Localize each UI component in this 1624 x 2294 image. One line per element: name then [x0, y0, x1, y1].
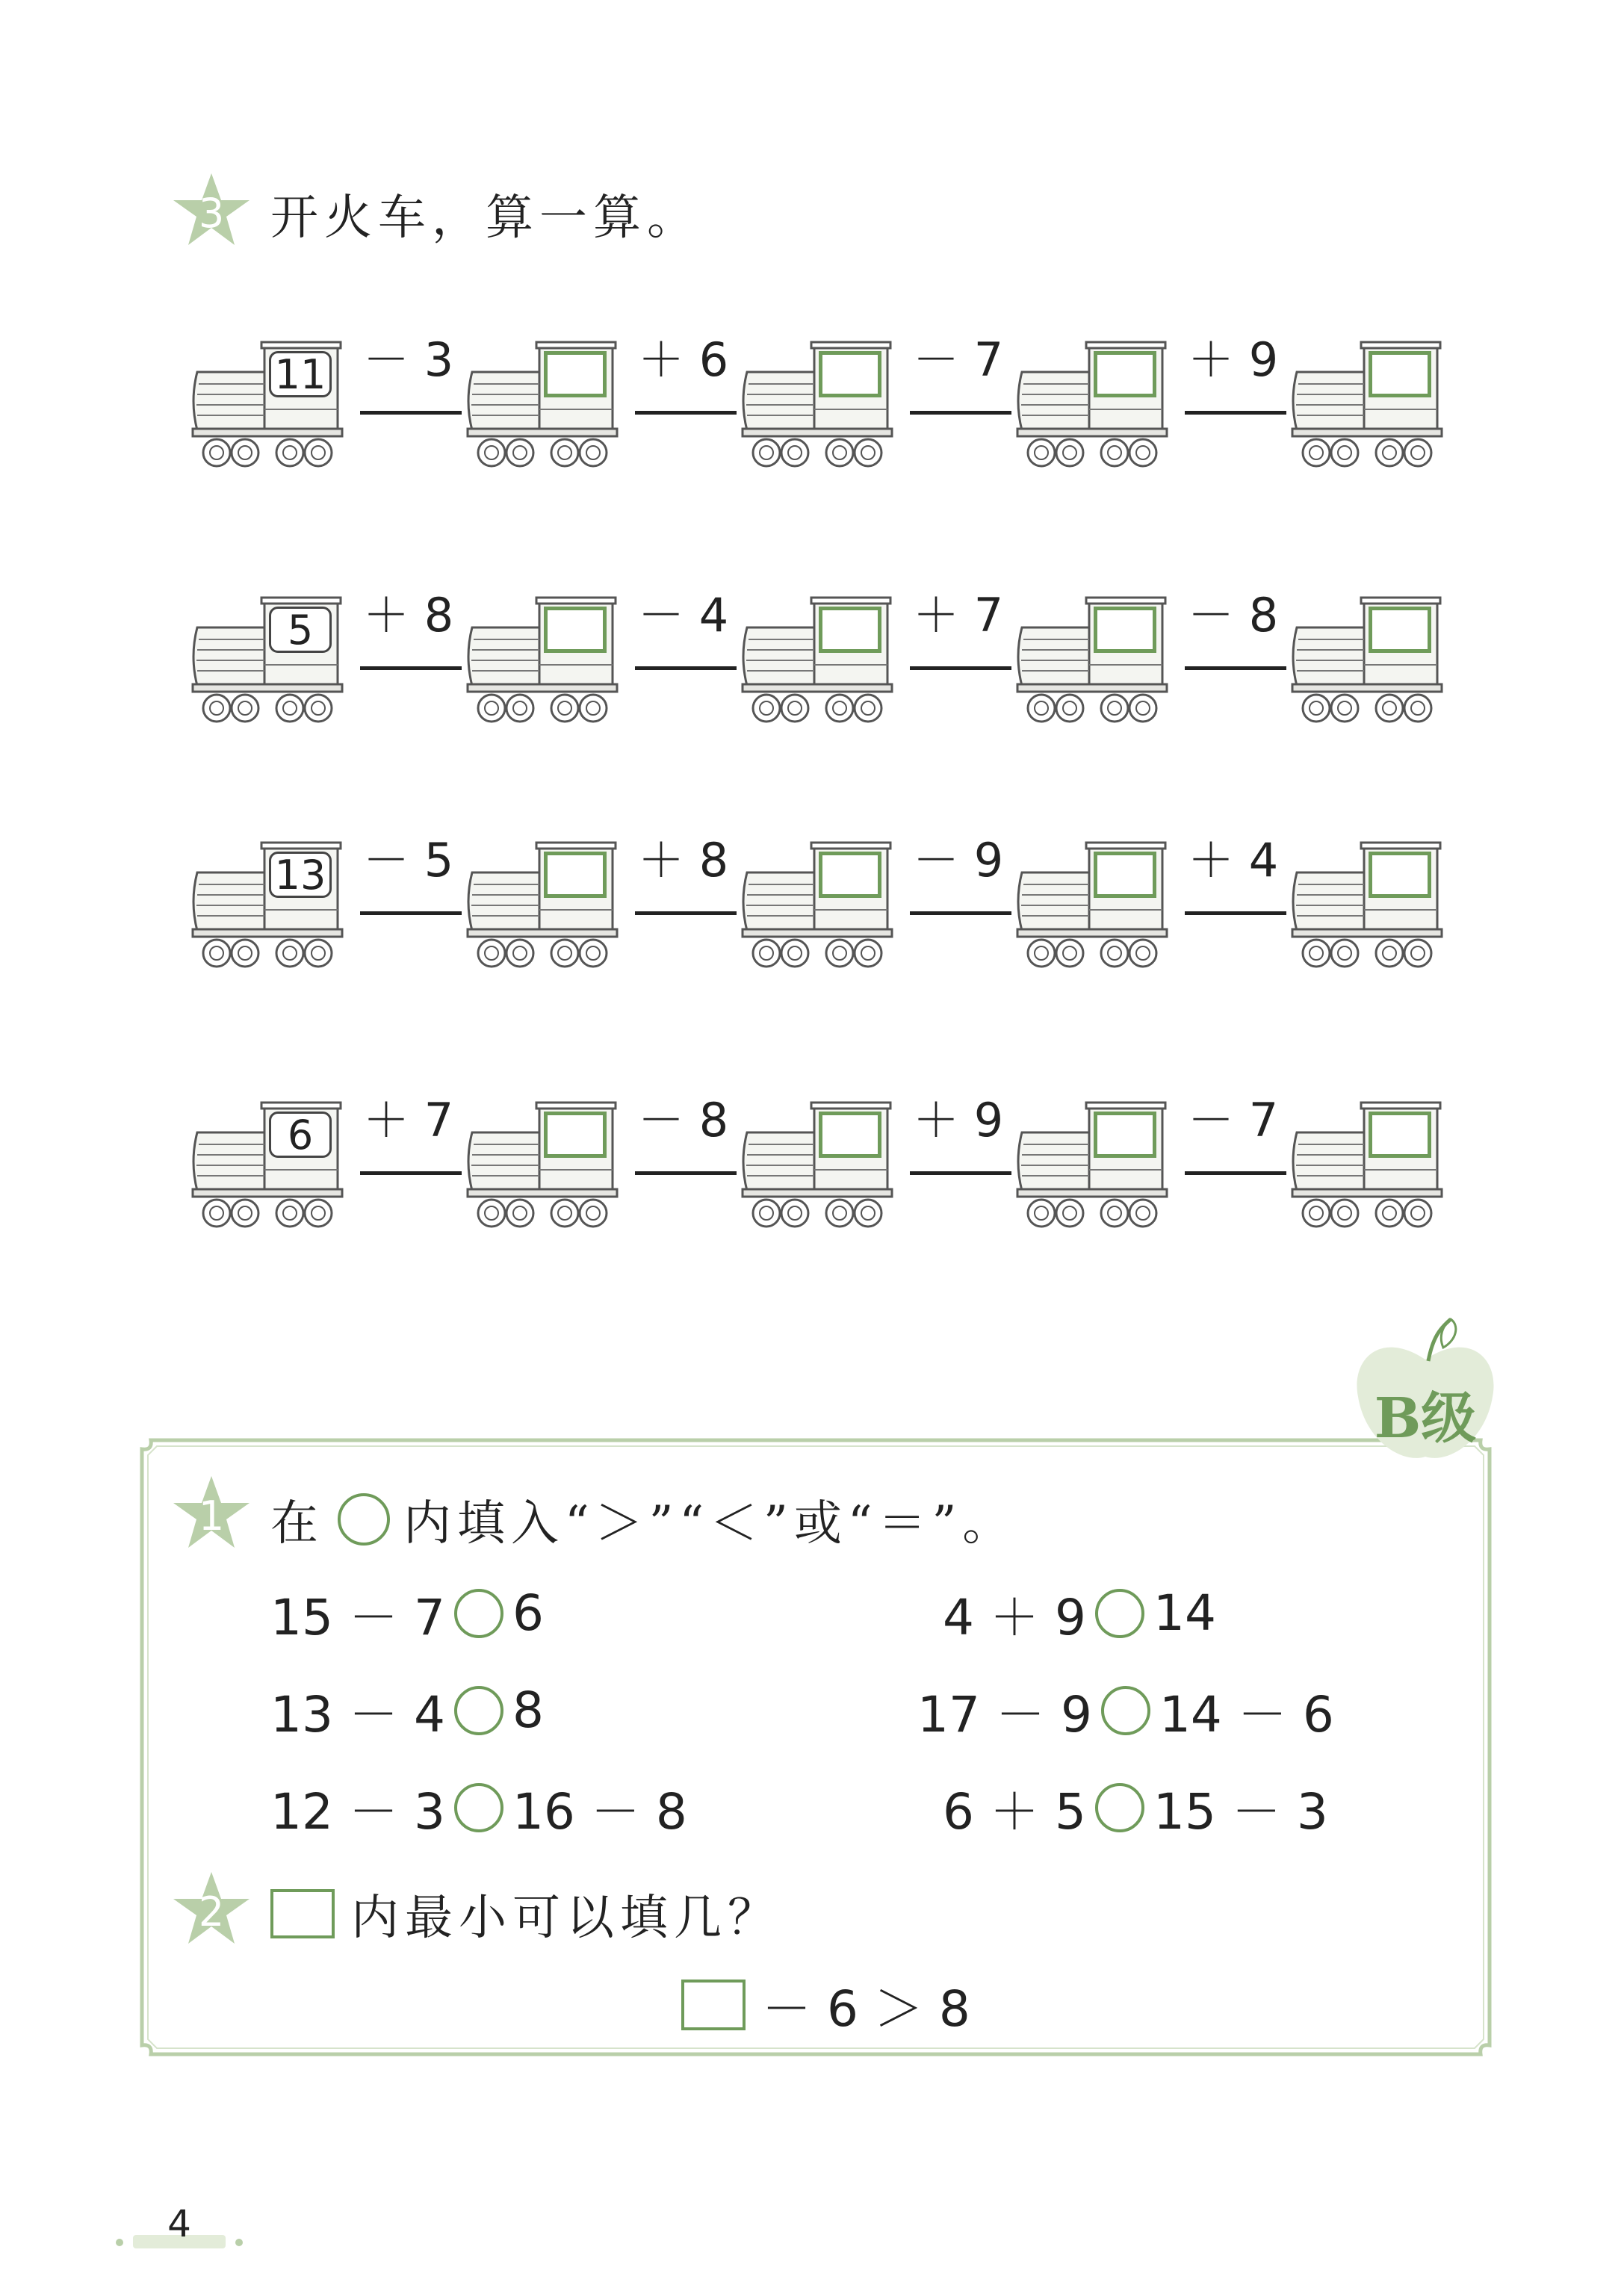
- train-answer-box[interactable]: [1369, 607, 1431, 653]
- q1-number-star-icon: [170, 1473, 252, 1555]
- q2-answer-box[interactable]: [681, 1980, 746, 2030]
- compare-answer-circle[interactable]: [1101, 1686, 1150, 1735]
- train-answer-box[interactable]: [1094, 351, 1156, 397]
- q2-number: 2: [198, 1888, 225, 1935]
- compare-item: [943, 1578, 1216, 1649]
- q2-expression: [681, 1969, 970, 2040]
- train-start-number: 5: [269, 607, 332, 653]
- compare-left: 15 － 7: [270, 1589, 445, 1646]
- section-number: 3: [198, 190, 225, 237]
- train-icon: [737, 1089, 901, 1231]
- train-connector-line: [1185, 1171, 1286, 1175]
- train-operation-label: － 3: [363, 332, 454, 387]
- train-connector-line: [1185, 666, 1286, 670]
- compare-right: 16 － 8: [512, 1783, 687, 1841]
- train-icon: [1011, 584, 1176, 726]
- train-car: [1286, 584, 1451, 726]
- train-answer-box[interactable]: [544, 1112, 607, 1158]
- level-b-label: B级: [1374, 1386, 1477, 1451]
- train-car: [737, 329, 901, 471]
- train-operation-label: ＋ 4: [1188, 833, 1279, 887]
- train-icon: [462, 584, 626, 726]
- train-icon: [737, 329, 901, 471]
- train-car: [462, 329, 626, 471]
- compare-right: 14: [1153, 1584, 1216, 1642]
- compare-right: 8: [512, 1681, 544, 1739]
- train-car: [737, 1089, 901, 1231]
- q1-title: [270, 1485, 1016, 1554]
- train-car: [1011, 829, 1176, 971]
- train-answer-box[interactable]: [1369, 351, 1431, 397]
- train-answer-box[interactable]: [819, 607, 881, 653]
- compare-item: [270, 1675, 544, 1746]
- train-car: [187, 584, 351, 726]
- train-icon: [737, 584, 901, 726]
- train-operation-label: － 7: [1188, 1093, 1279, 1147]
- square-placeholder-icon: [270, 1889, 335, 1938]
- train-connector-line: [635, 666, 737, 670]
- compare-answer-circle[interactable]: [454, 1783, 503, 1832]
- train-connector-line: [635, 1171, 737, 1175]
- compare-left: 6 ＋ 5: [943, 1783, 1086, 1841]
- compare-item: [943, 1772, 1328, 1843]
- train-operation-label: － 7: [913, 332, 1004, 387]
- train-icon: [187, 1089, 351, 1231]
- train-start-number: 13: [269, 852, 332, 898]
- train-car: [462, 584, 626, 726]
- train-answer-box[interactable]: [1094, 852, 1156, 898]
- train-icon: [1011, 829, 1176, 971]
- train-operation-label: － 8: [1188, 588, 1279, 642]
- compare-answer-circle[interactable]: [1095, 1783, 1144, 1832]
- train-connector-line: [1185, 911, 1286, 915]
- section-title: 开火车，算一算。: [270, 190, 701, 246]
- train-answer-box[interactable]: [1094, 607, 1156, 653]
- q1-prefix: 在: [270, 1496, 324, 1551]
- train-car: [462, 1089, 626, 1231]
- train-icon: [1286, 329, 1451, 471]
- train-operation-label: － 5: [363, 833, 454, 887]
- circle-placeholder-icon: [338, 1493, 390, 1546]
- q2-expression-text: － 6 ＞ 8: [762, 1980, 970, 2038]
- train-car: [1011, 584, 1176, 726]
- compare-answer-circle[interactable]: [1095, 1589, 1144, 1638]
- section-number-star-icon: [170, 170, 252, 252]
- train-car: [737, 829, 901, 971]
- train-connector-line: [635, 411, 737, 415]
- compare-right: 15 － 3: [1153, 1783, 1328, 1841]
- train-car: [1011, 1089, 1176, 1231]
- compare-right: 6: [512, 1584, 544, 1642]
- train-answer-box[interactable]: [819, 351, 881, 397]
- train-connector-line: [1185, 411, 1286, 415]
- train-operation-label: ＋ 9: [913, 1093, 1004, 1147]
- q1-suffix: 内填入“＞”“＜”或“＝”。: [403, 1496, 1017, 1551]
- train-operation-label: － 8: [638, 1093, 729, 1147]
- compare-left: 13 － 4: [270, 1686, 445, 1743]
- train-icon: [1286, 829, 1451, 971]
- train-connector-line: [360, 411, 462, 415]
- train-operation-label: ＋ 9: [1188, 332, 1279, 387]
- train-car: [1011, 329, 1176, 471]
- compare-left: 4 ＋ 9: [943, 1589, 1086, 1646]
- train-icon: [1286, 584, 1451, 726]
- train-connector-line: [635, 911, 737, 915]
- train-operation-label: － 4: [638, 588, 729, 642]
- q2-title-text: 内最小可以填几？: [351, 1891, 781, 1946]
- train-answer-box[interactable]: [819, 1112, 881, 1158]
- train-icon: [1011, 1089, 1176, 1231]
- compare-left: 12 － 3: [270, 1783, 445, 1841]
- train-icon: [1011, 329, 1176, 471]
- train-connector-line: [360, 911, 462, 915]
- train-car: [1286, 1089, 1451, 1231]
- train-answer-box[interactable]: [544, 852, 607, 898]
- train-icon: [737, 829, 901, 971]
- train-answer-box[interactable]: [544, 351, 607, 397]
- train-connector-line: [360, 1171, 462, 1175]
- train-start-number: 11: [269, 351, 332, 397]
- train-icon: [462, 329, 626, 471]
- train-icon: [187, 584, 351, 726]
- train-car: [187, 1089, 351, 1231]
- train-operation-label: ＋ 7: [363, 1093, 454, 1147]
- train-car: [462, 829, 626, 971]
- train-car: [737, 584, 901, 726]
- train-answer-box[interactable]: [544, 607, 607, 653]
- train-car: [187, 829, 351, 971]
- train-connector-line: [360, 666, 462, 670]
- train-operation-label: ＋ 8: [638, 833, 729, 887]
- q1-number: 1: [198, 1492, 225, 1540]
- train-operation-label: ＋ 6: [638, 332, 729, 387]
- train-car: [1286, 829, 1451, 971]
- train-connector-line: [910, 666, 1011, 670]
- level-b-badge: [1351, 1315, 1500, 1472]
- train-icon: [462, 1089, 626, 1231]
- compare-answer-circle[interactable]: [454, 1589, 503, 1638]
- page-number-bar: [112, 2202, 247, 2250]
- train-icon: [187, 329, 351, 471]
- train-start-number: 6: [269, 1112, 332, 1158]
- compare-item: [270, 1772, 687, 1843]
- q2-number-star-icon: [170, 1869, 252, 1951]
- train-operation-label: － 9: [913, 833, 1004, 887]
- compare-item: [917, 1675, 1334, 1746]
- train-connector-line: [910, 411, 1011, 415]
- train-connector-line: [910, 1171, 1011, 1175]
- train-icon: [462, 829, 626, 971]
- compare-answer-circle[interactable]: [454, 1686, 503, 1735]
- train-operation-label: ＋ 7: [913, 588, 1004, 642]
- train-car: [187, 329, 351, 471]
- train-car: [1286, 329, 1451, 471]
- page-number: 4: [167, 2202, 191, 2245]
- compare-left: 17 － 9: [917, 1686, 1092, 1743]
- train-answer-box[interactable]: [819, 852, 881, 898]
- train-icon: [1286, 1089, 1451, 1231]
- train-operation-label: ＋ 8: [363, 588, 454, 642]
- train-answer-box[interactable]: [1369, 852, 1431, 898]
- compare-item: [270, 1578, 544, 1649]
- q2-title: [270, 1879, 781, 1948]
- train-icon: [187, 829, 351, 971]
- train-answer-box[interactable]: [1369, 1112, 1431, 1158]
- train-answer-box[interactable]: [1094, 1112, 1156, 1158]
- compare-right: 14 － 6: [1159, 1686, 1334, 1743]
- train-connector-line: [910, 911, 1011, 915]
